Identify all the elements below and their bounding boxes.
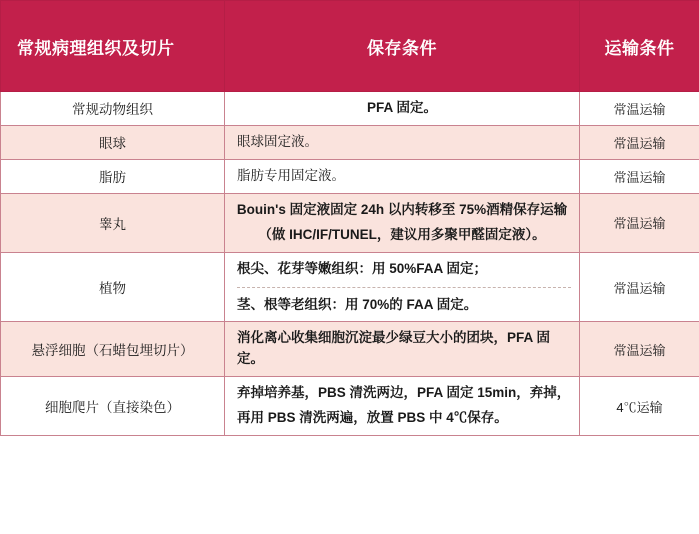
storage-line: 消化离心收集细胞沉淀最少绿豆大小的团块，PFA 固定。 — [237, 330, 551, 367]
cell-transport-conditions: 常温运输 — [580, 125, 699, 159]
table-row — [1, 252, 699, 322]
storage-line: 弃掉培养基，PBS 清洗两边，PFA 固定 15min，弃掉， — [237, 385, 571, 401]
table-row — [1, 377, 699, 436]
table-header-row — [1, 1, 699, 92]
column-header-sample-type: 常规病理组织及切片 — [1, 1, 225, 92]
cell-storage-conditions — [225, 252, 580, 322]
cell-transport-conditions: 常温运输 — [580, 193, 699, 252]
table-row — [1, 322, 699, 377]
cell-sample-type: 细胞爬片（直接染色） — [1, 377, 225, 436]
cell-transport-conditions: 常温运输 — [580, 159, 699, 193]
cell-transport-conditions: 4℃运输 — [580, 377, 699, 436]
table-row — [1, 125, 699, 159]
cell-storage-conditions — [225, 125, 580, 159]
table-header — [1, 1, 699, 92]
table-body — [1, 92, 699, 436]
storage-line: 眼球固定液。 — [237, 133, 318, 149]
cell-transport-conditions: 常温运输 — [580, 252, 699, 322]
storage-line: Bouin's 固定液固定 24h 以内转移至 75%酒精保存运输 — [236, 201, 568, 217]
storage-line: 再用 PBS 清洗两遍，放置 PBS 中 4℃保存。 — [237, 410, 508, 426]
cell-sample-type: 睾丸 — [1, 193, 225, 252]
column-header-transport-conditions: 运输条件 — [580, 1, 699, 92]
cell-storage-conditions — [225, 193, 580, 252]
cell-storage-conditions — [225, 159, 580, 193]
cell-storage-conditions — [225, 322, 580, 377]
table-row — [1, 193, 699, 252]
cell-transport-conditions: 常温运输 — [580, 322, 699, 377]
cell-sample-type: 悬浮细胞（石蜡包埋切片） — [1, 322, 225, 377]
cell-divider — [237, 287, 571, 288]
column-header-storage-conditions: 保存条件 — [225, 1, 580, 92]
cell-storage-conditions — [225, 377, 580, 436]
cell-storage-conditions — [225, 92, 580, 126]
cell-sample-type: 常规动物组织 — [1, 92, 225, 126]
table-row — [1, 92, 699, 126]
cell-sample-type: 脂肪 — [1, 159, 225, 193]
cell-transport-conditions: 常温运输 — [580, 92, 699, 126]
table-row — [1, 159, 699, 193]
storage-line: （做 IHC/IF/TUNEL，建议用多聚甲醛固定液）。 — [258, 226, 546, 242]
storage-line: 脂肪专用固定液。 — [237, 167, 345, 183]
storage-line: 根尖、花芽等嫩组织：用 50%FAA 固定； — [237, 260, 488, 276]
cell-sample-type: 植物 — [1, 252, 225, 322]
storage-line: 茎、根等老组织：用 70%的 FAA 固定。 — [237, 296, 478, 312]
cell-sample-type: 眼球 — [1, 125, 225, 159]
storage-line: PFA 固定。 — [366, 100, 437, 115]
